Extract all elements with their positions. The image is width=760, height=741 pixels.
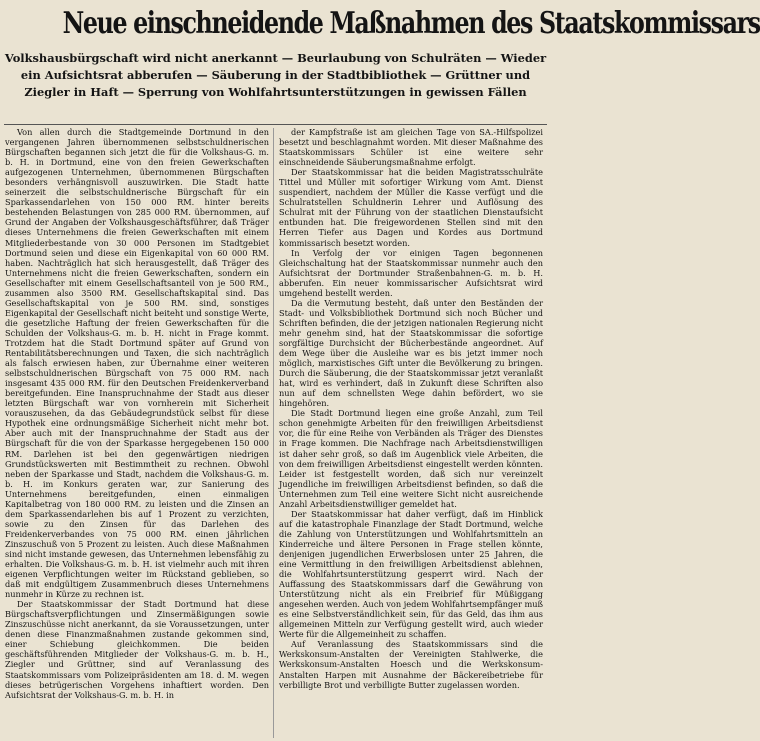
right-paragraph-2: Der Staatskommissar hat die beiden Magistratsschulräte Tittel und Müller mit sofortiger Wirkung vom Amt. Dienst suspendiert, nachdem der Müller die Kasse verfügt und die Schulratstellen Schuldnerin Lehrer und Auflösung des Schulrat mit der Führung von der staatlichen Dienstaufsicht entbunden hat. Die freigewordenen Stellen sind mit den Herren Tiefer aus Dagen und Kordes aus Dortmund kommissarisch besetzt worden. (279, 167, 543, 248)
right-column (279, 127, 543, 739)
column-divider (273, 128, 274, 738)
left-paragraph-1: Von allen durch die Stadtgemeinde Dortmund in den vergangenen Jahren übernommenen selbstschuldnerischen Bürgschaften begannen sich jetzt die für die Volkshaus-G. m. b. H. in Dortmund, eine von den freien Gewerkschaften aufgezogenen Unternehmen, übernommenen Bürgschaften besonders verhängnisvoll auszuwirken. Die Stadt hatte seinerzeit die selbstschuldnerische Bürgschaft für ein Sparkassendarlehen von 150 000 RM. hinter bereits bestehenden Belastungen von 285 000 RM. übernommen, auf Grund der Angaben der Volkshausgeschäftsführer, daß Träger dieses Unternehmens die freien Gewerkschaften mit einem Mitgliederbestande von 30 000 Personen im Stadtgebiet Dortmund seien und diese ein Eigenkapital von 60 000 RM. haben. Nachträglich hat sich herausgestellt, daß Träger des Unternehmens nicht die freien Gewerkschaften, sondern ein Gesellschafter mit einem Gesellschaftsanteil von je 500 RM., zusammen also 3500 RM. Gesellschaftskapital sind. Das Gesellschaftskapital von je 500 RM. sind, sonstiges Eigenkapital der Gesellschaft nicht beiteht und sonstige Werte, die gesetzliche Haftung der freien Gewerkschaften für die Schulden der Volkshaus-G. m. b. H. nicht in Frage kommt. Trotzdem hat die Stadt Dortmund später auf Grund von Rentabilitätsberechnungen und Taxen, die sich nachträglich als falsch erwiesen haben, zur Übernahme einer weiteren selbstschuldnerischen Bürgschaft von 75 000 RM. nach insgesamt 435 000 RM. für den Deutschen Freidenkerverband bereitgefunden. Eine Inanspruchnahme der Stadt aus dieser letzten Bürgschaft war von vornherein mit Sicherheit vorauszusehen, da das Gebäudegrundstück selbst für diese Hypothek eine ordnungsmäßige Sicherheit nicht mehr bot. Aber auch mit der Inanspruchnahme der Stadt aus der Bürgschaft für die von der Sparkasse hergegebenen 150 000 RM. Darlehen ist bei den gegenwärtigen niedrigen Grundstückswerten mit Bestimmtheit zu rechnen. Obwohl neben der Sparkasse und Stadt, nachdem die Volkshaus-G. m. b. H. im Konkurs geraten war, zur Sanierung des Unternehmens bereitgefunden, einen einmaligen Kapitalbetrag von 180 000 RM. zu leisten und die Zinsen an dem Sparkassendarlehen bis auf 1 Prozent zu verzichten, sowie zu den Zinsen für das Darlehen des Freidenkerverbandes von 75 000 RM. einen jährlichen Zinszuschuß von 5 Prozent zu leisten. Auch diese Maßnahmen sind nicht imstande gewesen, das Unternehmen lebensfähig zu erhalten. Die Volkshaus-G. m. b. H. ist vielmehr auch mit ihren eigenen Verpflichtungen weiter im Rückstand geblieben, so daß mit endgültigem Zusammenbruch dieses Unternehmens nunmehr in Kürze zu rechnen ist. (5, 127, 269, 600)
right-paragraph-1: der Kampfstraße ist am gleichen Tage von SA.-Hilfspolizei besetzt und beschlagnahmt worden. Mit dieser Maßnahme des Staatskommissars Schüler ist eine weitere sehr einschneidende Säuberungsmaßnahme erfolgt. (279, 127, 543, 168)
right-paragraph-6: Der Staatskommissar hat daher verfügt, daß im Hinblick auf die katastrophale Finanzlage der Stadt Dortmund, welche die Zahlung von Unterstützungen und Wohlfahrtsmitteln an Kinderreiche und ältere Personen in Frage stellen könnte, denjenigen jugendlichen Erwerbslosen unter 25 Jahren, die eine Vermittlung in den freiwilligen Arbeitsdienst ablehnen, die Wohlfahrtsunterstützung gesperrt wird. Nach der Auffassung des Staatskommissars darf die Gewährung von Unterstützung nicht als ein Freibrief für Müßiggang angesehen werden. Auch von jedem Wohlfahrtsempfänger muß es eine Selbstverständlichkeit sein, für das Geld, das ihm aus allgemeinen Mitteln zur Verfügung gestellt wird, auch wieder Werte für die Allgemeinheit zu schaffen. (279, 508, 543, 640)
left-column (5, 127, 269, 739)
right-paragraph-5: Die Stadt Dortmund liegen eine große Anzahl, zum Teil schon genehmigte Arbeiten für den freiwilligen Arbeitsdienst vor, die für eine Reihe von Verbänden als Träger des Dienstes in Frage kommen. Die Nachfrage nach Arbeitsdienstwilligen ist daher sehr groß, so daß im Augenblick viele Arbeiten, die von dem freiwilligen Arbeitsdienst eingestellt werden könnten. Leider ist festgestellt worden, daß sich nur vereinzelt Jugendliche im freiwilligen Arbeitsdienst befinden, so daß die Unternehmen zum Teil eine weitere Sicht nicht ausreichende Anzahl Arbeitsdienstwilliger gemeldet hat. (279, 408, 543, 509)
header-rule (4, 124, 547, 125)
article-headline: Neue einschneidende Maßnahmen des Staatskommissars (62, 6, 760, 41)
left-paragraph-2: Der Staatskommissar der Stadt Dortmund hat diese Bürgschaftsverpflichtungen und Zinsermäßigungen sowie Zinszuschüsse nicht anerkannt, da sie Voraussetzungen, unter denen diese Finanzmaßnahmen zustande gekommen sind, einer Schiebung gleichkommen. Die beiden geschäftsführenden Mitglieder der Volkshaus-G. m. b. H., Ziegler und Grüttner, sind auf Veranlassung des Staatskommissars vom Polizeipräsidenten am 18. d. M. wegen dieses betrügerischen Vorgehens inhaftiert worden. Den Aufsichtsrat der Volkshaus-G. m. b. H. in (5, 599, 269, 700)
right-paragraph-3: In Verfolg der vor einigen Tagen begonnenen Gleichschaltung hat der Staatskommissar nunmehr auch den Aufsichtsrat der Dortmunder Straßenbahnen-G. m. b. H. abberufen. Ein neuer kommissarischer Aufsichtsrat wird umgehend bestellt werden. (279, 247, 543, 298)
right-paragraph-4: Da die Vermutung besteht, daß unter den Beständen der Stadt- und Volksbibliothek Dortmund sich noch Bücher und Schriften befinden, die der jetzigen nationalen Regierung nicht mehr genehm sind, hat der Staatskommissar die sofortige sorgfältige Durchsicht der Bücherbestände angeordnet. Auf dem Wege über die Ausleihe war es bis jetzt immer noch möglich, marxistisches Gift unter die Bevölkerung zu bringen. Durch die Säuberung, die der Staatskommissar jetzt veranlaßt hat, wird es verhindert, daß in Zukunft diese Schriften also nun auf dem schnellsten Wege dahin befördert, wo sie hingehören. (279, 297, 543, 409)
article-subheadline: Volkshausbürgschaft wird nicht anerkannt — Beurlaubung von Schulräten — Wieder ein Aufsichtsrat abberufen — Säuberung in der Stadtbibliothek — Grüttner und Ziegler in Haft — Sperrung von Wohlfahrtsunterstützungen in gewissen Fällen (4, 51, 547, 100)
right-paragraph-7: Auf Veranlassung des Staatskommissars sind die Werkskonsum-Anstalten der Vereinigten Stahlwerke, die Werkskonsum-Anstalten Hoesch und die Werkskonsum-Anstalten Harpen mit Ausnahme der Bäckereibetriebe für verbilligte Brot und verbilligte Butter zugelassen worden. (279, 639, 543, 690)
